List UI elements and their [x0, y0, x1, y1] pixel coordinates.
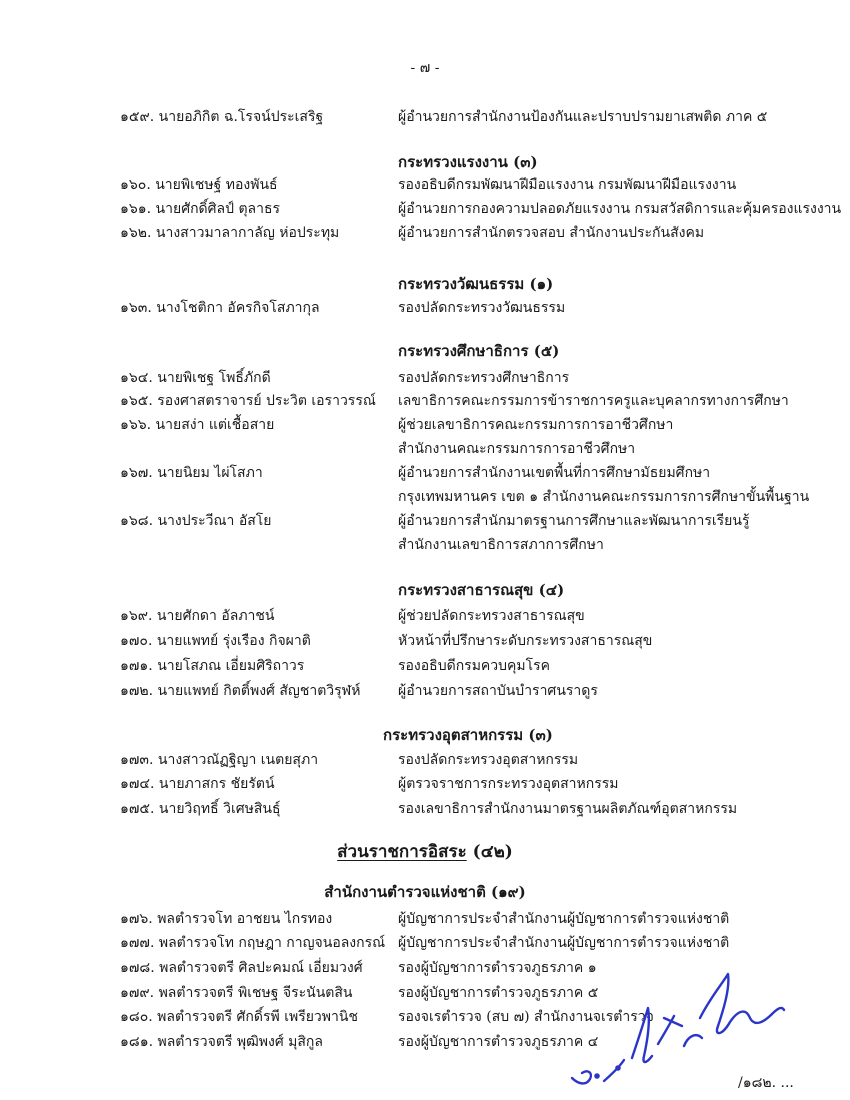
person-name: ๑๖๐. นายพิเชษฐ์ ทองพันธ์ [120, 177, 278, 193]
person-position: ผู้ช่วยเลขาธิการคณะกรรมการการอาชีวศึกษา [398, 417, 674, 433]
person-name: ๑๗๑. นายโสภณ เอี่ยมศิริถาวร [120, 658, 305, 674]
person-name: ๑๗๙. พลตำรวจตรี พิเชษฐ จีระนันตสิน [120, 985, 353, 1001]
person-name: ๑๖๕. รองศาสตราจารย์ ประวิต เอราวรรณ์ [120, 393, 376, 409]
list-item [0, 174, 850, 198]
list-item [0, 798, 850, 822]
person-name: ๑๗๔. นายภาสกร ชัยรัตน์ [120, 776, 275, 792]
position-continuation: สำนักงานเลขาธิการสภาการศึกษา [398, 537, 604, 553]
continuation-marker: /๑๘๒. ... [738, 1075, 794, 1091]
person-position: ผู้อำนวยการสำนักมาตรฐานการศึกษาและพัฒนาการเรียนรู้ [398, 513, 750, 529]
person-name: ๑๗๘. พลตำรวจตรี ศิลปะคมณ์ เอี่ยมวงศ์ [120, 960, 363, 976]
section-title: ส่วนราชการอิสระ [337, 842, 467, 862]
person-position: ผู้บัญชาการประจำสำนักงานผู้บัญชาการตำรวจแห่งชาติ [398, 911, 730, 927]
list-item [0, 106, 850, 130]
person-name: ๑๗๕. นายวิฤทธิ์ วิเศษสินธุ์ [120, 801, 281, 817]
person-name: ๑๗๓. นางสาวณัฏฐิญา เนตยสุภา [120, 752, 319, 768]
list-item [0, 680, 850, 704]
list-item [0, 908, 850, 932]
person-position: หัวหน้าที่ปรึกษาระดับกระทรวงสาธารณสุข [398, 633, 653, 649]
list-item [0, 367, 850, 391]
person-position: ผู้อำนวยการกองความปลอดภัยแรงงาน กรมสวัสดิการและคุ้มครองแรงงาน [398, 201, 842, 217]
list-item [0, 605, 850, 629]
section-count: (๔๒) [472, 842, 513, 862]
position-continuation: กรุงเทพมหานคร เขต ๑ สำนักงานคณะกรรมการการศึกษาขั้นพื้นฐาน [398, 489, 810, 505]
ministry-heading-education: กระทรวงศึกษาธิการ (๕) [398, 342, 560, 360]
list-item [0, 414, 850, 438]
person-name: ๑๖๔. นายพิเชฐ โพธิ์ภักดี [120, 370, 271, 386]
person-position: ผู้อำนวยการสถาบันบำราศนราดูร [398, 683, 598, 699]
ministry-heading-culture: กระทรวงวัฒนธรรม (๑) [398, 275, 554, 293]
person-name: ๑๖๘. นางประวีณา อัสโย [120, 513, 272, 529]
person-position: รองจเรตำรวจ (สบ ๗) สำนักงานจเรตำรวจ [398, 1009, 654, 1025]
person-position: ผู้บัญชาการประจำสำนักงานผู้บัญชาการตำรวจแห่งชาติ [398, 935, 730, 951]
list-item [0, 932, 850, 956]
ministry-heading-labour: กระทรวงแรงงาน (๓) [398, 153, 538, 171]
position-continuation: สำนักงานคณะกรรมการการอาชีวศึกษา [398, 441, 636, 457]
list-item [0, 462, 850, 486]
person-name: ๑๖๗. นายนิยม ไผ่โสภา [120, 465, 263, 481]
list-item [0, 390, 850, 414]
person-name: ๑๕๙. นายอภิกิต ฉ.โรจน์ประเสริฐ [120, 109, 324, 125]
person-position: ผู้ช่วยปลัดกระทรวงสาธารณสุข [398, 608, 585, 624]
agency-heading-police: สำนักงานตำรวจแห่งชาติ (๑๙) [324, 883, 526, 901]
person-name: ๑๘๐. พลตำรวจตรี ศักดิ์รพี เพรียวพานิช [120, 1009, 358, 1025]
person-name: ๑๖๑. นายศักดิ์ศิลป์ ตุลาธร [120, 201, 281, 217]
person-position: ผู้อำนวยการสำนักงานเขตพื้นที่การศึกษามัธยมศึกษา [398, 465, 711, 481]
list-item [0, 630, 850, 654]
list-item [0, 297, 850, 321]
person-position: เลขาธิการคณะกรรมการข้าราชการครูและบุคลากรทางการศึกษา [398, 393, 789, 409]
page-number: - ๗ - [410, 60, 440, 76]
list-item [0, 222, 850, 246]
person-position: รองปลัดกระทรวงวัฒนธรรม [398, 300, 566, 316]
person-position: รองผู้บัญชาการตำรวจภูธรภาค ๑ [398, 960, 597, 976]
ministry-heading-industry: กระทรวงอุตสาหกรรม (๓) [383, 726, 553, 744]
section-heading-independent [0, 838, 850, 865]
person-name: ๑๗๖. พลตำรวจโท อาชยน ไกรทอง [120, 911, 333, 927]
person-name: ๑๖๓. นางโชติกา อัครกิจโสภากุล [120, 300, 320, 316]
list-item [0, 510, 850, 534]
person-position: รองปลัดกระทรวงอุตสาหกรรม [398, 752, 579, 768]
person-position: ผู้อำนวยการสำนักตรวจสอบ สำนักงานประกันสังคม [398, 225, 705, 241]
person-position: รองอธิบดีกรมพัฒนาฝีมือแรงงาน กรมพัฒนาฝีมือแรงงาน [398, 177, 737, 193]
person-position: ผู้อำนวยการสำนักงานป้องกันและปราบปรามยาเสพติด ภาค ๕ [398, 109, 768, 125]
person-name: ๑๘๑. พลตำรวจตรี พุฒิพงศ์ มุสิกูล [120, 1034, 323, 1050]
person-position: รองปลัดกระทรวงศึกษาธิการ [398, 370, 570, 386]
person-name: ๑๖๖. นายสง่า แต่เชื้อสาย [120, 417, 275, 433]
person-name: ๑๗๒. นายแพทย์ กิตติ์พงศ์ สัญชาตวิรุฬห์ [120, 683, 361, 699]
person-position: รองผู้บัญชาการตำรวจภูธรภาค ๔ [398, 1034, 599, 1050]
person-position: ผู้ตรวจราชการกระทรวงอุตสาหกรรม [398, 776, 619, 792]
person-name: ๑๗๐. นายแพทย์ รุ่งเรือง กิจผาติ [120, 633, 311, 649]
handwritten-signature [560, 960, 790, 1100]
list-item [0, 198, 850, 222]
person-name: ๑๖๙. นายศักดา อัลภาชน์ [120, 608, 275, 624]
list-item [0, 773, 850, 797]
person-position: รองเลขาธิการสำนักงานมาตรฐานผลิตภัณฑ์อุตสาหกรรม [398, 801, 738, 817]
list-item [0, 655, 850, 679]
ministry-heading-health: กระทรวงสาธารณสุข (๔) [398, 581, 565, 599]
person-position: รองผู้บัญชาการตำรวจภูธรภาค ๕ [398, 985, 599, 1001]
person-name: ๑๖๒. นางสาวมาลากาลัญ ห่อประทุม [120, 225, 340, 241]
list-item [0, 749, 850, 773]
person-name: ๑๗๗. พลตำรวจโท กฤษฎา กาญจนอลงกรณ์ [120, 935, 386, 951]
person-position: รองอธิบดีกรมควบคุมโรค [398, 658, 551, 674]
